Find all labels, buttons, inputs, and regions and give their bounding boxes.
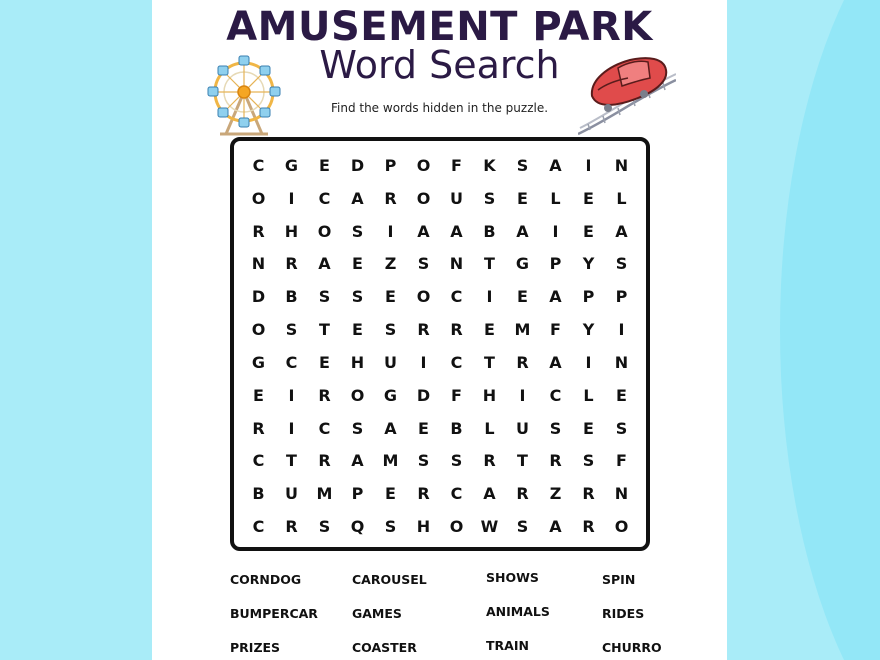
grid-letter: O [416, 188, 431, 208]
background-arc [780, 0, 880, 660]
grid-letter: A [483, 484, 496, 504]
grid-letter: R [516, 352, 529, 372]
grid-letter: A [450, 221, 463, 241]
grid-letter: R [285, 517, 298, 537]
grid-letter: E [484, 320, 495, 340]
worksheet-title: AMUSEMENT PARK [226, 4, 653, 50]
grid-letter: S [351, 221, 364, 241]
grid-letter: O [251, 320, 266, 340]
word-list-item: TRAIN [486, 638, 529, 653]
grid-letter: R [384, 188, 397, 208]
word-list-item: GAMES [352, 606, 402, 621]
grid-letter: E [583, 418, 594, 438]
grid-letter: S [285, 320, 298, 340]
grid-letter: N [614, 155, 629, 175]
grid-letter: P [384, 155, 397, 175]
grid-letter: R [318, 385, 331, 405]
grid-letter: N [449, 254, 464, 274]
word-list-item: SPIN [602, 572, 636, 587]
grid-letter: K [483, 155, 496, 175]
grid-letter: T [517, 451, 528, 471]
grid-letter: F [451, 155, 462, 175]
grid-letter: S [450, 451, 463, 471]
grid-letter: A [384, 418, 397, 438]
grid-letter: E [385, 484, 396, 504]
grid-letter: A [351, 451, 364, 471]
grid-letter: A [549, 155, 562, 175]
grid-letter: R [417, 320, 430, 340]
grid-letter: O [317, 221, 332, 241]
grid-letter: R [252, 221, 265, 241]
grid-letter: E [319, 352, 330, 372]
grid-letter: G [251, 352, 266, 372]
grid-letter: C [252, 517, 265, 537]
grid-letter: B [483, 221, 496, 241]
grid-letter: C [252, 155, 265, 175]
grid-letter: S [582, 451, 595, 471]
grid-letter: Y [582, 254, 595, 274]
grid-letter: S [516, 155, 529, 175]
grid-letter: N [614, 352, 629, 372]
word-list-item: PRIZES [230, 640, 281, 655]
grid-letter: O [251, 188, 266, 208]
grid-letter: E [319, 155, 330, 175]
grid-letter: M [316, 484, 333, 504]
grid-letter: U [384, 352, 397, 372]
grid-letter: O [416, 287, 431, 307]
grid-letter: E [352, 254, 363, 274]
grid-letter: D [350, 155, 365, 175]
grid-letter: M [382, 451, 399, 471]
grid-letter: M [514, 320, 531, 340]
grid-letter: H [416, 517, 431, 537]
word-list-item: ANIMALS [486, 604, 550, 619]
grid-letter: S [615, 254, 628, 274]
word-list-item: RIDES [602, 606, 645, 621]
grid-letter: H [350, 352, 365, 372]
grid-letter: L [484, 418, 495, 438]
grid-letter: A [516, 221, 529, 241]
grid-letter: A [615, 221, 628, 241]
word-list-item: CAROUSEL [352, 572, 427, 587]
grid-letter: E [517, 188, 528, 208]
grid-letter: I [486, 287, 493, 307]
grid-letter: Q [350, 517, 365, 537]
grid-letter: T [484, 352, 495, 372]
grid-letter: N [614, 484, 629, 504]
grid-letter: I [519, 385, 526, 405]
grid-letter: C [450, 352, 463, 372]
grid-letter: C [285, 352, 298, 372]
word-list-item: SHOWS [486, 570, 539, 585]
grid-letter: S [516, 517, 529, 537]
grid-letter: S [417, 451, 430, 471]
grid-letter: S [615, 418, 628, 438]
grid-letter: E [352, 320, 363, 340]
grid-letter: R [516, 484, 529, 504]
grid-letter: P [351, 484, 364, 504]
grid-letter: E [418, 418, 429, 438]
grid-letter: R [582, 517, 595, 537]
grid-letter: S [384, 517, 397, 537]
word-list-item: CHURRO [602, 640, 662, 655]
grid-letter: R [318, 451, 331, 471]
grid-letter: S [318, 517, 331, 537]
grid-letter: C [318, 418, 331, 438]
grid-letter: R [483, 451, 496, 471]
grid-letter: A [549, 352, 562, 372]
grid-letter: S [549, 418, 562, 438]
grid-letter: O [614, 517, 629, 537]
grid-letter: A [318, 254, 331, 274]
grid-letter: U [516, 418, 529, 438]
grid-letter: F [451, 385, 462, 405]
grid-letter: E [583, 188, 594, 208]
grid-letter: R [252, 418, 265, 438]
grid-letter: U [450, 188, 463, 208]
grid-letter: D [251, 287, 266, 307]
grid-letter: G [515, 254, 530, 274]
grid-letter: A [417, 221, 430, 241]
instructions-text: Find the words hidden in the puzzle. [330, 101, 549, 115]
letter-grid [230, 137, 650, 551]
grid-letter: R [549, 451, 562, 471]
grid-letter: U [285, 484, 298, 504]
grid-letter: T [286, 451, 297, 471]
grid-letter: P [549, 254, 562, 274]
grid-letter: I [387, 221, 394, 241]
grid-letter: O [350, 385, 365, 405]
grid-letter: Z [384, 254, 397, 274]
grid-letter: P [582, 287, 595, 307]
grid-letter: L [550, 188, 561, 208]
grid-letter: C [450, 484, 463, 504]
grid-letter: T [484, 254, 495, 274]
grid-letter: I [618, 320, 625, 340]
grid-letter: S [351, 287, 364, 307]
grid-letter: S [351, 418, 364, 438]
grid-letter: E [517, 287, 528, 307]
grid-letter: E [385, 287, 396, 307]
grid-letter: I [585, 352, 592, 372]
grid-letter: F [550, 320, 561, 340]
grid-letter: I [585, 155, 592, 175]
grid-letter: W [480, 517, 499, 537]
grid-letter: I [288, 418, 295, 438]
grid-letter: S [417, 254, 430, 274]
grid-letter: H [284, 221, 299, 241]
grid-letter: A [549, 517, 562, 537]
grid-letter: S [384, 320, 397, 340]
grid-letter: O [416, 155, 431, 175]
grid-letter: B [252, 484, 265, 504]
word-list-item: BUMPERCAR [230, 606, 318, 621]
grid-letter: P [615, 287, 628, 307]
worksheet [152, 0, 727, 660]
grid-letter: L [583, 385, 594, 405]
grid-letter: I [552, 221, 559, 241]
grid-letter: F [616, 451, 627, 471]
grid-letter: Z [549, 484, 562, 504]
grid-letter: R [417, 484, 430, 504]
grid-letter: O [449, 517, 464, 537]
grid-letter: Y [582, 320, 595, 340]
grid-letter: G [383, 385, 398, 405]
grid-letter: B [285, 287, 298, 307]
grid-letter: C [318, 188, 331, 208]
roller-coaster-icon [578, 50, 676, 136]
grid-letter: B [450, 418, 463, 438]
grid-letter: C [252, 451, 265, 471]
grid-letter: R [285, 254, 298, 274]
word-list-item: CORNDOG [230, 572, 302, 587]
grid-letter: R [450, 320, 463, 340]
grid-letter: H [482, 385, 497, 405]
grid-letter: S [318, 287, 331, 307]
grid-letter: R [582, 484, 595, 504]
grid-letter: C [450, 287, 463, 307]
grid-letter: D [416, 385, 431, 405]
grid-letter: E [253, 385, 264, 405]
grid-letter: L [616, 188, 627, 208]
grid-letter: T [319, 320, 330, 340]
ferris-wheel-icon [204, 52, 286, 136]
worksheet-subtitle: Word Search [319, 43, 560, 87]
word-list-item: COASTER [352, 640, 417, 655]
grid-letter: A [351, 188, 364, 208]
grid-letter: I [288, 188, 295, 208]
grid-letter: S [483, 188, 496, 208]
grid-letter: G [284, 155, 299, 175]
grid-letter: E [616, 385, 627, 405]
grid-letter: I [288, 385, 295, 405]
grid-letter: C [549, 385, 562, 405]
grid-letter: E [583, 221, 594, 241]
grid-letter: I [420, 352, 427, 372]
grid-letter: N [251, 254, 266, 274]
grid-letter: A [549, 287, 562, 307]
